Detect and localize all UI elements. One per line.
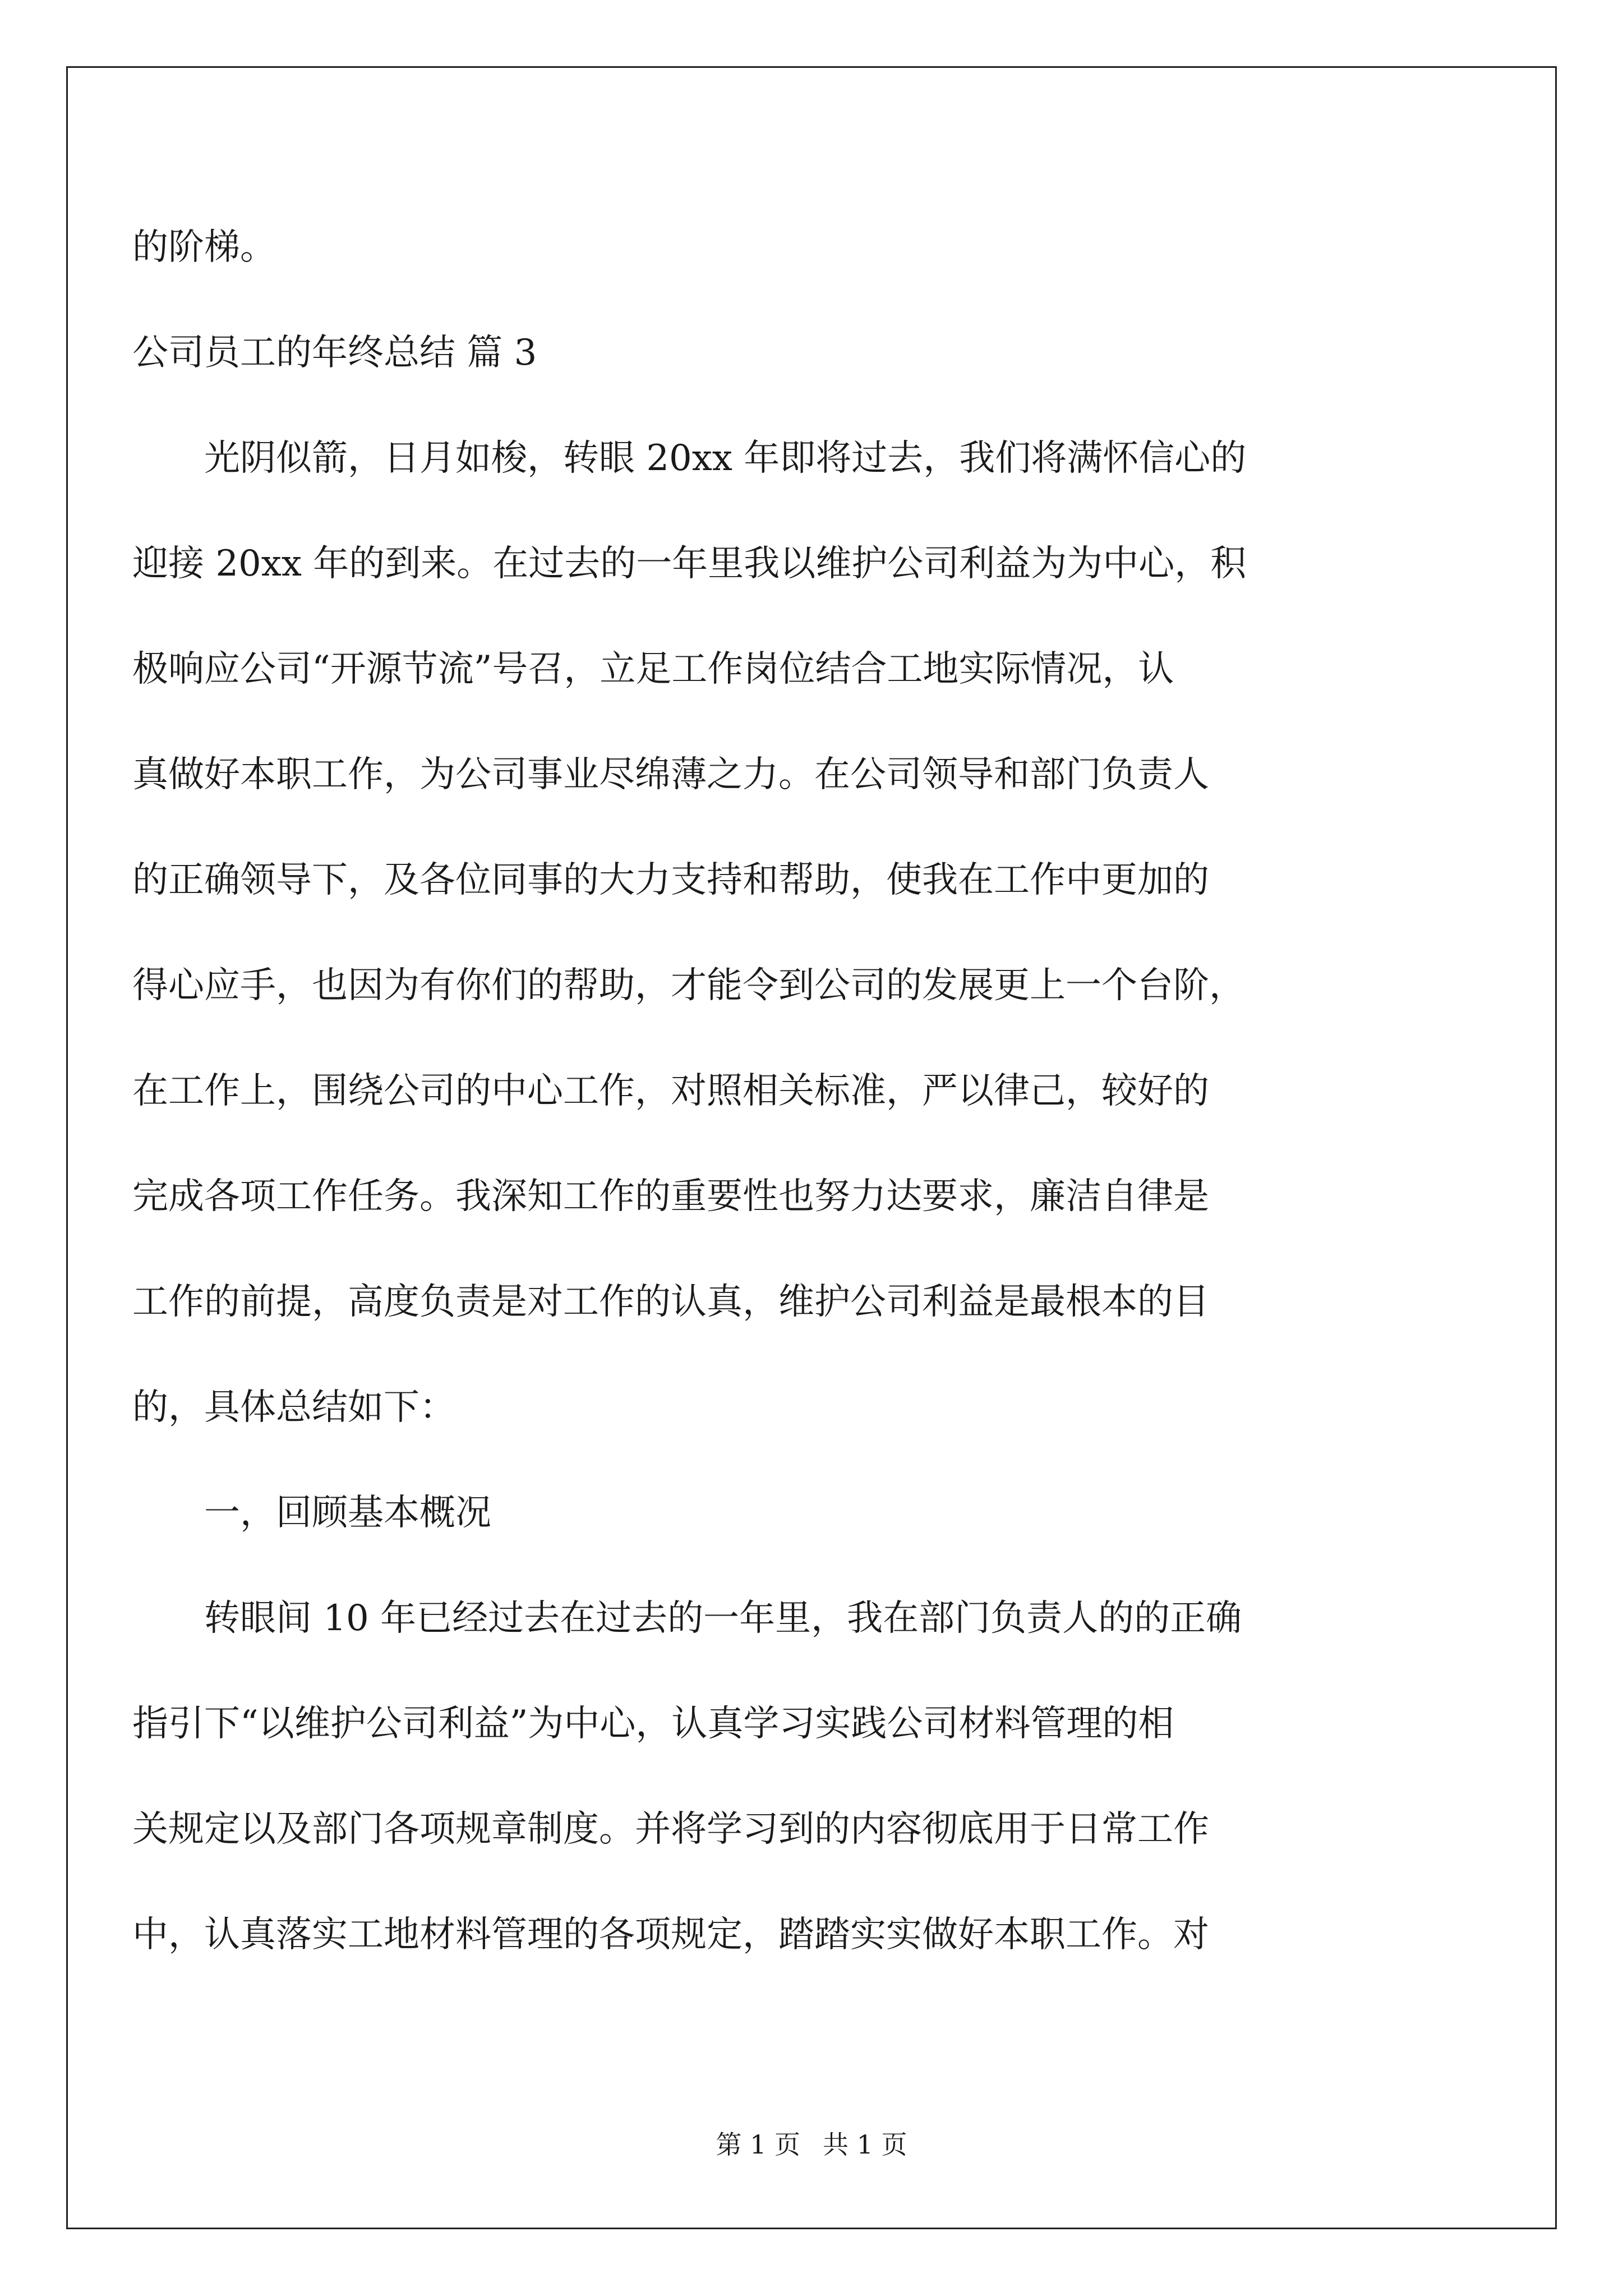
text-line: 真做好本职工作，为公司事业尽绵薄之力。在公司领导和部门负责人	[132, 754, 1209, 795]
page-total: 共 1 页	[823, 2129, 907, 2160]
text-line: 的，具体总结如下：	[132, 1387, 455, 1428]
text-line: 迎接 20xx 年的到来。在过去的一年里我以维护公司利益为为中心，积	[132, 543, 1247, 585]
text-line: 得心应手，也因为有你们的帮助，才能令到公司的发展更上一个台阶，	[132, 965, 1245, 1006]
text-line: 的正确领导下，及各位同事的大力支持和帮助，使我在工作中更加的	[132, 859, 1209, 901]
page-number: 第 1 页	[716, 2129, 800, 2160]
page-footer	[0, 2129, 1623, 2160]
text-line: 关规定以及部门各项规章制度。并将学习到的内容彻底用于日常工作	[132, 1809, 1209, 1850]
text-line: 完成各项工作任务。我深知工作的重要性也努力达要求，廉洁自律是	[132, 1176, 1209, 1217]
text-line: 光阴似箭，日月如梭，转眼 20xx 年即将过去，我们将满怀信心的	[132, 438, 1247, 479]
section-heading: 公司员工的年终总结 篇 3	[132, 332, 537, 374]
page-border	[66, 66, 1557, 2229]
text-line: 极响应公司“开源节流”号召，立足工作岗位结合工地实际情况，认	[132, 648, 1174, 690]
text-line: 工作的前提，高度负责是对工作的认真，维护公司利益是最根本的目	[132, 1281, 1209, 1323]
text-line: 在工作上，围绕公司的中心工作，对照相关标准，严以律己，较好的	[132, 1070, 1209, 1112]
text-line: 指引下“以维护公司利益”为中心，认真学习实践公司材料管理的相	[132, 1703, 1174, 1745]
text-line: 的阶梯。	[132, 227, 276, 268]
text-line: 中，认真落实工地材料管理的各项规定，踏踏实实做好本职工作。对	[132, 1914, 1209, 1955]
text-line: 转眼间 10 年已经过去在过去的一年里，我在部门负责人的的正确	[132, 1598, 1242, 1639]
subheading: 一，回顾基本概况	[132, 1492, 491, 1534]
